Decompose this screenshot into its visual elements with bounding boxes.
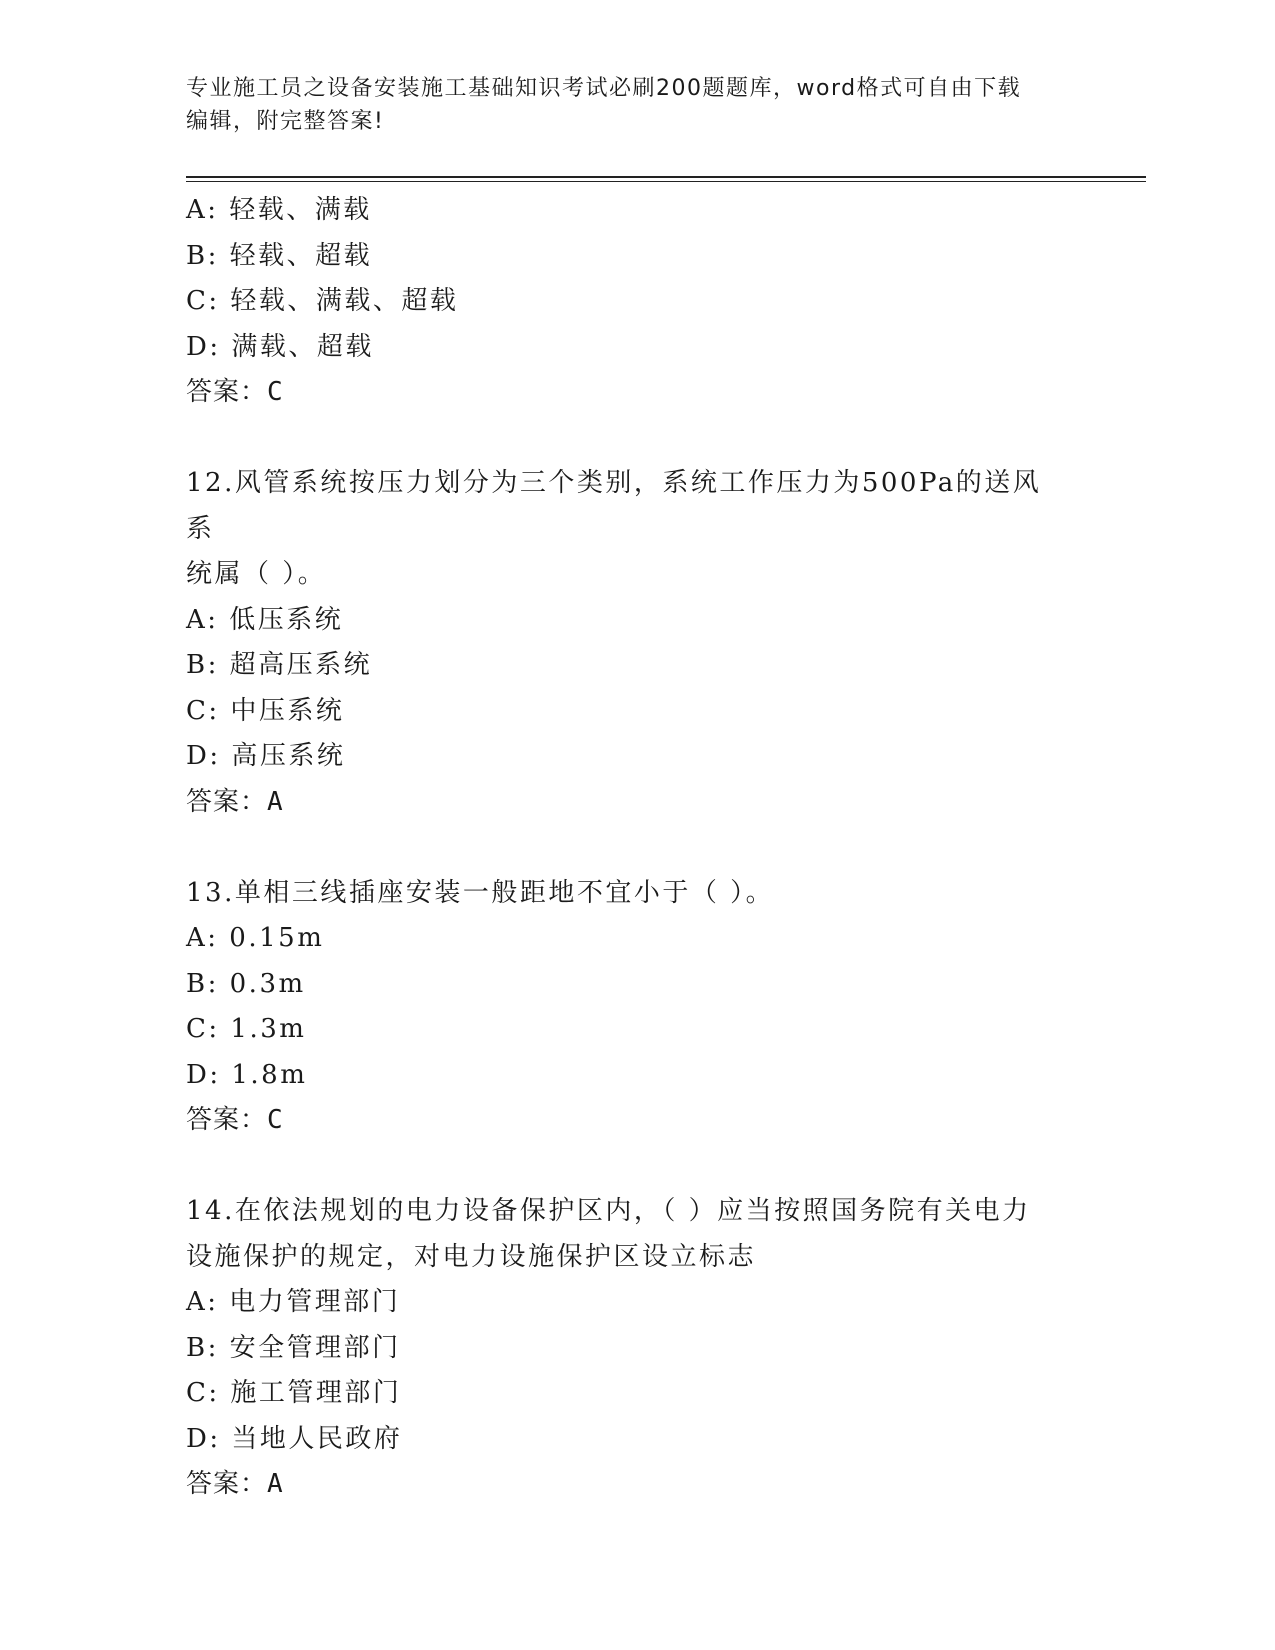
spacer — [186, 416, 1066, 462]
option-c: C: 中压系统 — [186, 695, 345, 726]
option-b: B: 轻载、超载 — [186, 240, 373, 271]
question-14 — [186, 1189, 1066, 1508]
option-d: D: 1.8m — [186, 1059, 308, 1090]
option-b: B: 安全管理部门 — [186, 1332, 401, 1363]
answer-value: C — [267, 377, 284, 407]
option-d: D: 当地人民政府 — [186, 1423, 403, 1454]
option-b: B: 0.3m — [186, 968, 306, 999]
option-a: A: 电力管理部门 — [186, 1287, 401, 1317]
option-b: B: 超高压系统 — [186, 650, 373, 680]
answer-label: 答案： — [186, 786, 268, 817]
answer-label: 答案： — [186, 1105, 268, 1135]
header-divider — [186, 176, 1146, 182]
option-d: D: 高压系统 — [186, 741, 346, 771]
question-text-line-2: 设施保护的规定，对电力设施保护区设立标志 — [186, 1241, 757, 1272]
answer-label: 答案： — [186, 377, 268, 407]
answer-label: 答案： — [186, 1469, 268, 1499]
answer-line — [186, 1462, 1066, 1508]
answer-value: A — [267, 1469, 284, 1499]
answer-value: C — [267, 1105, 284, 1135]
option-c: C: 施工管理部门 — [186, 1378, 402, 1408]
option-d: D: 满载、超载 — [186, 331, 374, 362]
question-13 — [186, 871, 1066, 1144]
question-11 — [186, 188, 1066, 416]
answer-line — [186, 1098, 1066, 1144]
question-text-line-1: 13.单相三线插座安装一般距地不宜小于（ ）。 — [186, 877, 775, 908]
question-text-line-1: 14.在依法规划的电力设备保护区内，（ ）应当按照国务院有关电力 — [186, 1196, 1031, 1226]
answer-line — [186, 370, 1066, 416]
spacer — [186, 825, 1066, 871]
document-header — [186, 72, 1066, 138]
option-a: A: 低压系统 — [186, 604, 344, 635]
question-text-line-2: 统属（ ）。 — [186, 559, 327, 589]
spacer — [186, 1144, 1066, 1190]
header-line-1: 专业施工员之设备安装施工基础知识考试必刷200题题库，word格式可自由下载 — [186, 76, 1022, 101]
answer-line — [186, 780, 1066, 826]
option-c: C: 1.3m — [186, 1014, 307, 1044]
option-c: C: 轻载、满载、超载 — [186, 286, 459, 316]
option-a: A: 轻载、满载 — [186, 195, 372, 225]
question-12 — [186, 461, 1066, 825]
header-line-2: 编辑，附完整答案! — [186, 109, 385, 134]
answer-value: A — [267, 786, 284, 817]
question-list — [186, 188, 1066, 1508]
option-a: A: 0.15m — [186, 923, 325, 953]
question-text-line-1: 12.风管系统按压力划分为三个类别，系统工作压力为500Pa的送风系 — [186, 468, 1042, 544]
